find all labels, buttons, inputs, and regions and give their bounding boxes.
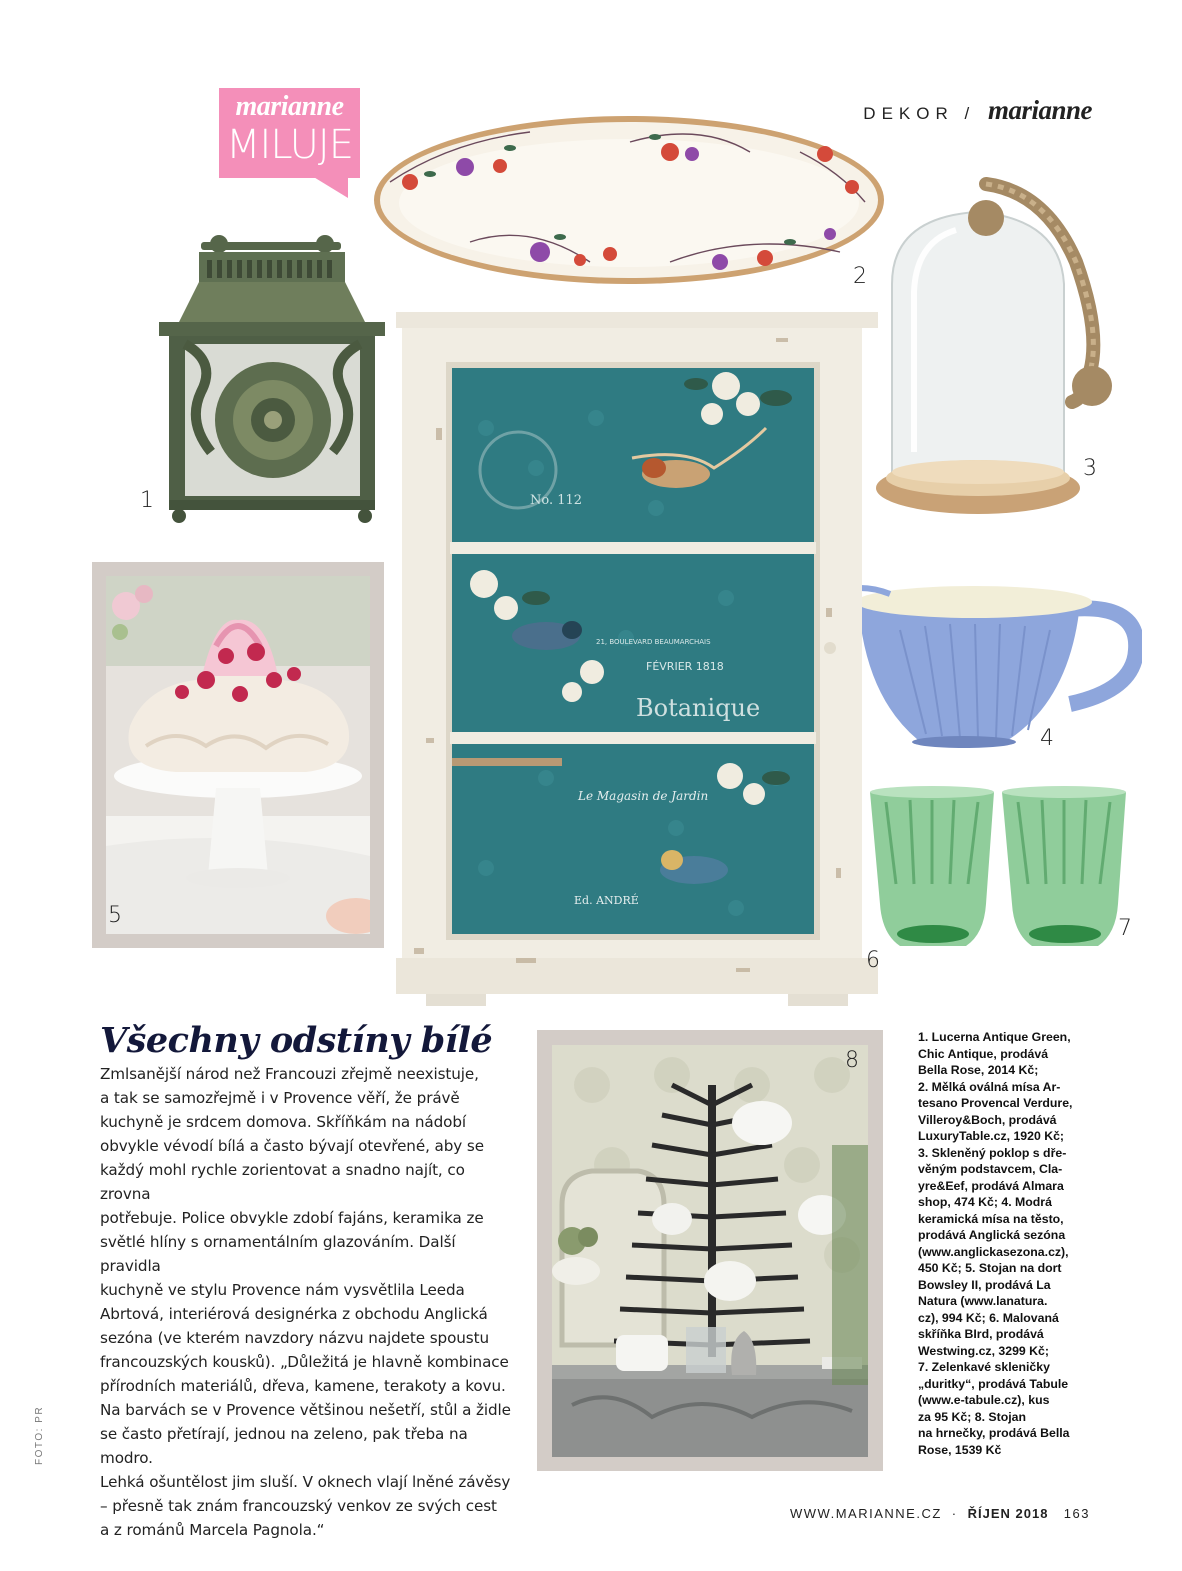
magazine-name: marianne bbox=[987, 95, 1092, 125]
lantern-icon bbox=[157, 232, 387, 524]
marianne-miluje-badge bbox=[219, 88, 360, 178]
page-footer bbox=[790, 1506, 1090, 1521]
item-number-1: 1 bbox=[140, 488, 154, 513]
badge-tail bbox=[312, 176, 348, 198]
badge-brand: marianne bbox=[235, 91, 344, 122]
item-number-2: 2 bbox=[853, 264, 867, 289]
cabinet-print-stamp: No. 112 bbox=[530, 493, 583, 508]
item-number-6: 6 bbox=[866, 948, 880, 973]
cabinet-print-name: Ed. ANDRÉ bbox=[574, 894, 639, 907]
green-glasses-icon bbox=[866, 784, 1132, 954]
header-separator: / bbox=[964, 104, 970, 123]
item-number-3: 3 bbox=[1083, 456, 1097, 481]
photo-credit: FOTO: PR bbox=[34, 1405, 45, 1465]
footer-separator: · bbox=[951, 1506, 958, 1521]
badge-title: MILUJE bbox=[226, 122, 353, 168]
section-header bbox=[863, 96, 1092, 128]
footer-issue: ŘÍJEN 2018 bbox=[967, 1506, 1049, 1521]
product-captions: 1. Lucerna Antique Green, Chic Antique, prodává Bella Rose, 2014 Kč; 2. Mělká oválná mísa Ar- tesano Provencal Verdure, Villeroy&Boch, prodává LuxuryTable.cz, 1920 Kč; 3. Skleněný poklop s dře- věným podstavcem, Cla- yre&Eef, prodává Almara shop, 474 Kč; 4. Modrá keramická mísa na těsto, prodává Anglická sezóna (www.anglickasezona.cz), 450 Kč; 5. Stojan na dort Bowsley II, prodává La Natura (www.lanatura. cz), 994 Kč; 6. Malovaná skříňka BIrd, prodává Westwing.cz, 3299 Kč; 7. Zelenkavé skleničky „duritky“, prodává Tabule (www.e-tabule.cz), kus za 95 Kč; 8. Stojan na hrnečky, prodává Bella Rose, 1539 Kč bbox=[918, 1030, 1073, 1457]
cabinet-icon bbox=[396, 308, 878, 1006]
item-number-4: 4 bbox=[1040, 726, 1054, 751]
article-body: Zmlsanější národ než Francouzi zřejmě neexistuje, a tak se samozřejmě i v Provence věří, že právě kuchyně je srdcem domova. Skříňkám na nádobí obvykle vévodí bílá a často bývají otevřené, aby se každý mohl rychle zorientovat a snadno najít, co zrovna potřebuje. Police obvykle zdobí fajáns, keramika ze světlé hlíny s ornamentálním glazováním. Další pravidla kuchyně ve stylu Provence nám vysvětlila Leeda Abrtová, interiérová designérka z obchodu Anglická sezóna (ve kterém navzdory názvu najdete spoustu francouzských kousků). „Důležitá je hlavně kombinace přírodních materiálů, dřeva, kamene, terakoty a kovu. Na barvách se v Provence většinou nešetří, stůl a židle se často přetírají, jednou na zeleno, pak třeba na modro. Lehká ošuntělost jim sluší. V oknech vlají lněné závěsy – přesně tak znám francouzský venkov ze svých cest a z románů Marcela Pagnola.“ bbox=[100, 1065, 511, 1539]
glass-cloche-icon bbox=[876, 172, 1116, 542]
oval-dish-icon bbox=[370, 112, 888, 288]
item-number-5: 5 bbox=[108, 903, 122, 928]
item-number-8: 8 bbox=[845, 1048, 859, 1073]
article-headline: Všechny odstíny bílé bbox=[100, 1020, 493, 1061]
cake-stand-icon bbox=[106, 576, 370, 934]
cabinet-print-line1: 21, BOULEVARD BEAUMARCHAIS bbox=[596, 638, 711, 646]
cabinet-print-script: Le Magasin de Jardin bbox=[578, 789, 709, 803]
footer-website: WWW.MARIANNE.CZ bbox=[790, 1506, 942, 1521]
cabinet-print-word: Botanique bbox=[636, 694, 761, 722]
item-number-7: 7 bbox=[1118, 916, 1132, 941]
footer-page-number: 163 bbox=[1063, 1506, 1090, 1521]
section-name: DEKOR bbox=[863, 104, 954, 123]
mug-rack-icon bbox=[552, 1045, 868, 1457]
cabinet-print-line2: FÉVRIER 1818 bbox=[646, 660, 724, 673]
